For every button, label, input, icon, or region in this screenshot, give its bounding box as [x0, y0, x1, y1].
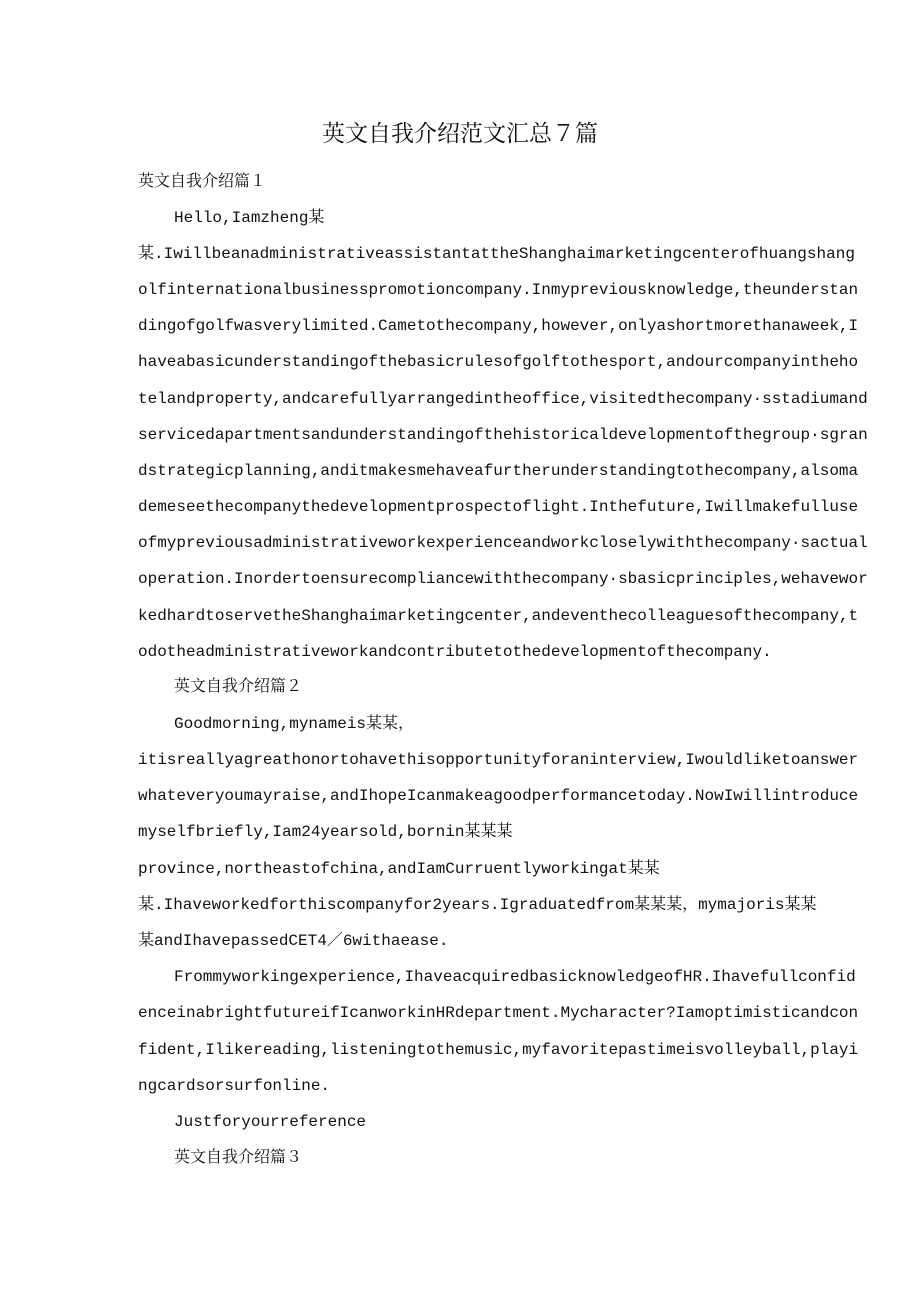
section-heading: 英文自我介绍篇３	[174, 1149, 303, 1167]
paragraph-line: telandproperty,andcarefullyarrangedintheoffice,visitedthecompany·sstadiumand	[138, 390, 868, 408]
section-heading: 英文自我介绍篇１	[138, 173, 267, 191]
paragraph-line: enceinabrightfutureifIcanworkinHRdepartment.Mycharacter?Iamoptimisticandcon	[138, 1004, 859, 1022]
paragraph-line: Goodmorning,mynameis某某，	[174, 715, 415, 733]
paragraph-line: Justforyourreference	[174, 1113, 367, 1131]
page-title: 英文自我介绍范文汇总７篇	[322, 121, 598, 147]
paragraph-line: 某.Ihaveworkedforthiscompanyfor2years.Igraduatedfrom某某某，mymajoris某某	[138, 896, 817, 914]
paragraph-line: itisreallyagreathonortohavethisopportunityforaninterview,Iwouldliketoanswer	[138, 751, 859, 769]
paragraph-line: demeseethecompanythedevelopmentprospectoflight.Inthefuture,Iwillmakefulluse	[138, 498, 859, 516]
paragraph-line: myselfbriefly,Iam24yearsold,bornin某某某	[138, 823, 513, 841]
paragraph-line: fident,Ilikereading,listeningtothemusic,myfavoritepastimeisvolleyball,playi	[138, 1041, 859, 1059]
paragraph-line: ngcardsorsurfonline.	[138, 1077, 331, 1095]
paragraph-line: operation.Inordertoensurecompliancewiththecompany·sbasicprinciples,wehavewor	[138, 570, 868, 588]
paragraph-line: kedhardtoservetheShanghaimarketingcenter,andeventhecolleaguesofthecompany,t	[138, 607, 859, 625]
paragraph-line: whateveryoumayraise,andIhopeIcanmakeagoodperformancetoday.NowIwillintroduce	[138, 787, 859, 805]
paragraph-line: haveabasicunderstandingofthebasicrulesofgolftothesport,andourcompanyinthehо	[138, 353, 859, 371]
paragraph-line: dstrategicplanning,anditmakesmehaveafurtherunderstandingtothecompany,alsoma	[138, 462, 859, 480]
section-heading: 英文自我介绍篇２	[174, 678, 303, 696]
paragraph-line: ofmypreviousadministrativeworkexperienceandworkcloselywiththecompany·sactual	[138, 534, 868, 552]
paragraph-line: 某andIhavepassedCET4／6withaease.	[138, 932, 449, 950]
paragraph-line: province,northeastofchina,andIamCurruentlyworkingat某某	[138, 860, 660, 878]
paragraph-line: dingofgolfwasverylimited.Cametothecompany,however,onlyashortmorethanaweek,I	[138, 317, 859, 335]
paragraph-line: Hello,Iamzheng某	[174, 209, 325, 227]
paragraph-line: servicedapartmentsandunderstandingofthehistoricaldevelopmentofthegroup·sgran	[138, 426, 868, 444]
paragraph-line: 某.IwillbeanadministrativeassistantattheShanghaimarketingcenterofhuangshang	[138, 245, 855, 263]
paragraph-line: olfinternationalbusinesspromotioncompany.Inmypreviousknowledge,theunderstan	[138, 281, 859, 299]
paragraph-line: odotheadministrativeworkandcontributetothedevelopmentofthecompany.	[138, 643, 772, 661]
paragraph-line: Frommyworkingexperience,IhaveacquiredbasicknowledgeofHR.Ihavefullconfid	[174, 968, 856, 986]
